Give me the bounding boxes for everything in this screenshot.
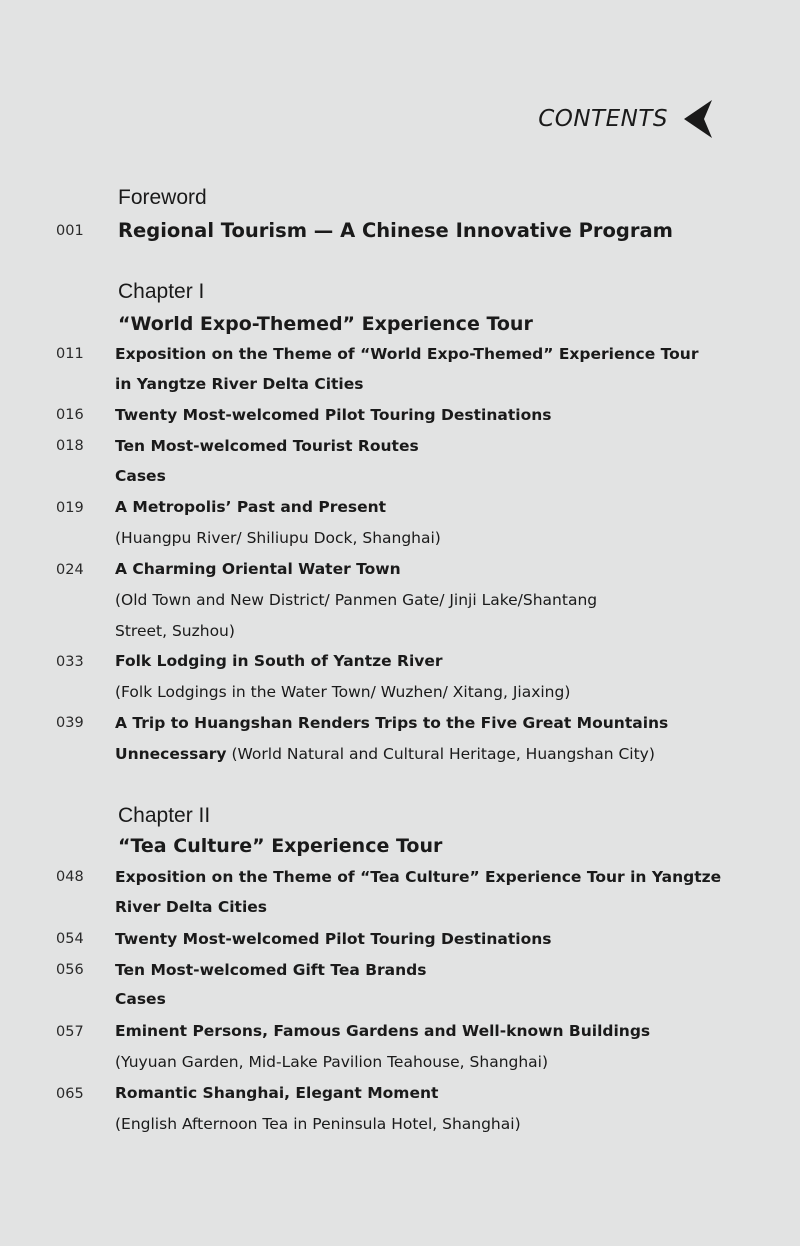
chapter1-case1-sub: (Huangpu River/ Shiliupu Dock, Shanghai) (115, 529, 441, 547)
chapter1-case4-line2 (115, 745, 655, 763)
chapter1-title: “World Expo-Themed” Experience Tour (118, 313, 533, 335)
chapter2-entry2-title: Twenty Most-welcomed Pilot Touring Destinations (115, 930, 552, 948)
chapter1-case1-page: 019 (56, 500, 84, 516)
chapter1-case2-sub1: (Old Town and New District/ Panmen Gate/ Jinji Lake/Shantang (115, 591, 598, 609)
chapter2-case1-title: Eminent Persons, Famous Gardens and Well-known Buildings (115, 1022, 651, 1040)
chapter2-label: Chapter II (118, 804, 211, 827)
chapter2-entry3-title: Ten Most-welcomed Gift Tea Brands (115, 961, 427, 979)
chapter1-case1-title: A Metropolis’ Past and Present (115, 498, 387, 516)
chapter1-entry1-line2: in Yangtze River Delta Cities (115, 375, 364, 393)
contents-header (538, 100, 714, 138)
chapter1-entry1-line1: Exposition on the Theme of “World Expo-Themed” Experience Tour (115, 345, 699, 363)
chapter2-case2-page: 065 (56, 1086, 84, 1102)
chapter1-cases-label: Cases (115, 467, 166, 485)
chapter1-case4-line2-bold: Unnecessary (115, 745, 227, 763)
chapter2-entry1-line1: Exposition on the Theme of “Tea Culture” Experience Tour in Yangtze (115, 868, 722, 886)
chapter1-entry3-page: 018 (56, 438, 84, 454)
chapter2-case1-sub: (Yuyuan Garden, Mid-Lake Pavilion Teahouse, Shanghai) (115, 1053, 549, 1071)
chapter1-entry2-page: 016 (56, 407, 84, 423)
chapter1-case4-line2-regular: (World Natural and Cultural Heritage, Huangshan City) (226, 745, 655, 763)
chapter1-entry2-title: Twenty Most-welcomed Pilot Touring Destinations (115, 406, 552, 424)
foreword-label: Foreword (118, 186, 207, 209)
chapter2-title: “Tea Culture” Experience Tour (118, 835, 443, 857)
contents-title: CONTENTS (538, 106, 668, 132)
chapter2-case2-sub: (English Afternoon Tea in Peninsula Hotel, Shanghai) (115, 1115, 521, 1133)
chapter1-case4-page: 039 (56, 715, 84, 731)
chapter2-entry1-page: 048 (56, 869, 84, 885)
chapter2-case1-page: 057 (56, 1024, 84, 1040)
chapter2-entry1-line2: River Delta Cities (115, 898, 268, 916)
chapter1-case2-page: 024 (56, 562, 84, 578)
chevron-left-icon (684, 100, 714, 138)
chapter2-case2-title: Romantic Shanghai, Elegant Moment (115, 1084, 439, 1102)
chapter1-case3-page: 033 (56, 654, 84, 670)
chapter1-case3-sub: (Folk Lodgings in the Water Town/ Wuzhen/ Xitang, Jiaxing) (115, 683, 571, 701)
chapter2-entry2-page: 054 (56, 931, 84, 947)
chapter1-case3-title: Folk Lodging in South of Yantze River (115, 652, 443, 670)
intro-page-number: 001 (56, 223, 84, 239)
intro-title: Regional Tourism — A Chinese Innovative Program (118, 219, 673, 242)
chapter1-case2-title: A Charming Oriental Water Town (115, 560, 401, 578)
chapter1-label: Chapter I (118, 280, 205, 303)
chapter2-entry3-page: 056 (56, 962, 84, 978)
chapter1-entry3-title: Ten Most-welcomed Tourist Routes (115, 437, 419, 455)
chapter1-case2-sub2: Street, Suzhou) (115, 622, 235, 640)
chapter1-entry1-page: 011 (56, 346, 84, 362)
chapter1-case4-line1: A Trip to Huangshan Renders Trips to the Five Great Mountains (115, 714, 669, 732)
chapter2-cases-label: Cases (115, 990, 166, 1008)
